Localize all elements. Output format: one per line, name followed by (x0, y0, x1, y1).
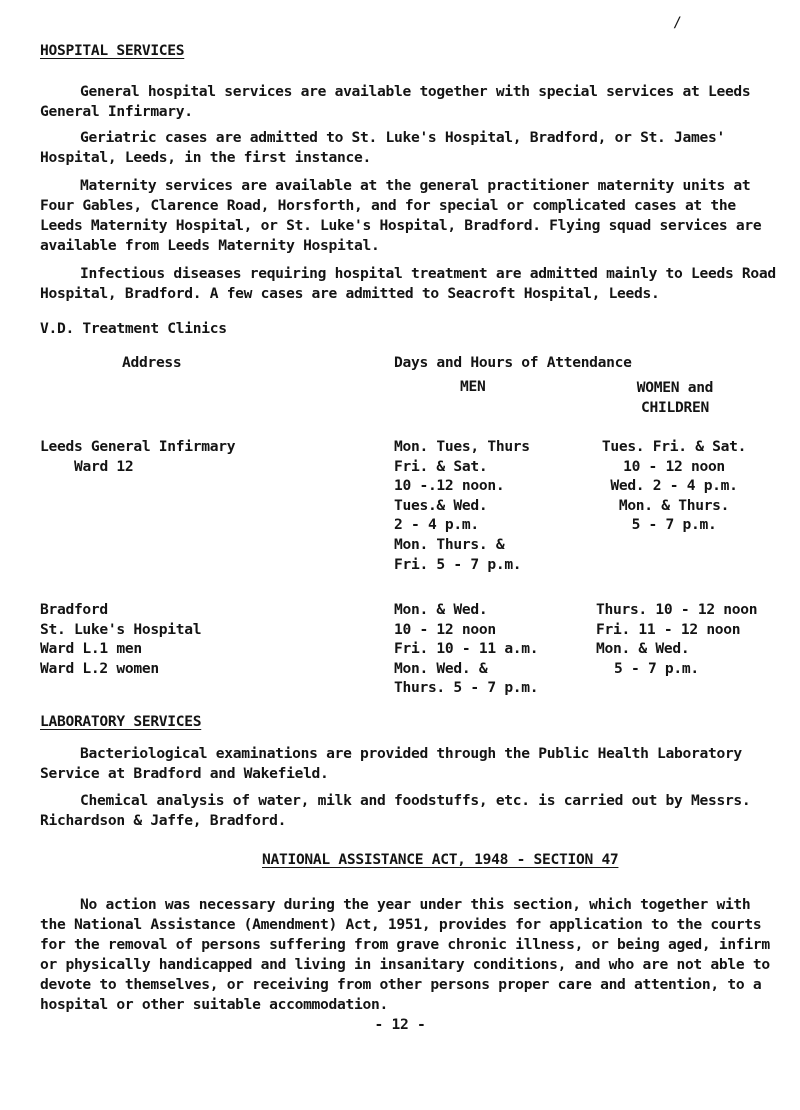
corner-mark: / (673, 14, 682, 31)
address-line: Ward L.1 men (40, 640, 142, 658)
hours-line: Mon. Thurs. & (394, 535, 505, 553)
hours-line: Thurs. 10 - 12 noon (596, 601, 758, 618)
address-line: St. Luke's Hospital (40, 620, 202, 638)
hospital-services-paragraph: General hospital services are available together with special services at Leeds General Infirmary. (40, 83, 751, 120)
hours-line: Mon. Tues, Thurs (394, 438, 530, 455)
hours-line: 10 - 12 noon (623, 457, 725, 475)
hours-line: 5 - 7 p.m. (631, 516, 717, 534)
hospital-services-heading: HOSPITAL SERVICES (40, 42, 185, 59)
hours-line: Fri. & Sat. (394, 457, 488, 475)
vd-clinics-heading: V.D. Treatment Clinics (40, 320, 227, 337)
hours-line: Thurs. 5 - 7 p.m. (394, 679, 539, 697)
clinic-women-hours-cell (596, 600, 776, 678)
hours-line: Mon. & Thurs. (618, 496, 730, 514)
hospital-services-paragraph: Maternity services are available at the general practitioner maternity units at Four Gables, Clarence Road, Horsforth, and for special or complicated cases at the Leeds Maternity Hospital, or St. Luke's Hospital, Bradford. Flying squad services are available from Leeds Maternity Hospital. (40, 177, 762, 254)
hospital-services-paragraph: Infectious diseases requiring hospital treatment are admitted mainly to Leeds Road Hospital, Bradford. A few cases are admitted to Seacroft Hospital, Leeds. (40, 265, 776, 302)
address-line: Ward L.2 women (40, 659, 159, 677)
hours-line: 10 - 12 noon (394, 620, 496, 638)
address-line: Ward 12 (74, 457, 134, 475)
hours-line: Fri. 5 - 7 p.m. (394, 555, 522, 573)
hours-line: Mon. Wed. & (394, 659, 488, 677)
hospital-services-paragraph: Geriatric cases are admitted to St. Luke's Hospital, Bradford, or St. James' Hospital, Leeds, in the first instance. (40, 129, 725, 166)
column-header-address: Address (122, 354, 182, 371)
clinic-address-cell (40, 600, 300, 678)
hours-line: Fri. 10 - 11 a.m. (394, 640, 539, 658)
column-header-women-line: CHILDREN (641, 398, 709, 416)
hours-line: Wed. 2 - 4 p.m. (610, 477, 738, 495)
hours-line: Tues.& Wed. (394, 496, 488, 514)
laboratory-services-paragraph: Bacteriological examinations are provided through the Public Health Laboratory Service at Bradford and Wakefield. (40, 745, 742, 782)
national-assistance-heading: NATIONAL ASSISTANCE ACT, 1948 - SECTION 47 (262, 851, 619, 868)
hours-line: 5 - 7 p.m. (614, 659, 699, 677)
national-assistance-paragraph: No action was necessary during the year under this section, which together with the National Assistance (Amendment) Act, 1951, provides for application to the courts for the removal of persons suffering from grave chronic illness, or being aged, infirm or physically handicapped and living in insanitary conditions, and who are not able to devote to themselves, or receiving from other persons proper care and attention, to a hospital or other suitable accommodation. (40, 896, 770, 1013)
hours-line: Fri. 11 - 12 noon (596, 620, 741, 638)
page-number: - 12 - (374, 1016, 426, 1033)
address-line: Bradford (40, 601, 108, 618)
hours-line: Mon. & Wed. (394, 601, 488, 618)
hours-line: 10 -.12 noon. (394, 477, 505, 495)
clinic-men-hours-cell (394, 600, 594, 698)
column-header-men: MEN (460, 378, 486, 395)
column-header-women-children (600, 378, 750, 417)
hours-line: Tues. Fri. & Sat. (601, 438, 747, 455)
column-header-days-hours: Days and Hours of Attendance (394, 354, 632, 371)
hours-line: Mon. & Wed. (596, 640, 690, 658)
laboratory-services-paragraph: Chemical analysis of water, milk and foodstuffs, etc. is carried out by Messrs. Richardson & Jaffe, Bradford. (40, 792, 751, 829)
hours-line: 2 - 4 p.m. (394, 516, 479, 534)
clinic-women-hours-cell (592, 437, 756, 535)
clinic-men-hours-cell (394, 437, 594, 574)
column-header-women-line: WOMEN and (636, 379, 714, 396)
clinic-address-cell (40, 437, 300, 476)
laboratory-services-heading: LABORATORY SERVICES (40, 713, 202, 730)
address-line: Leeds General Infirmary (40, 438, 236, 455)
